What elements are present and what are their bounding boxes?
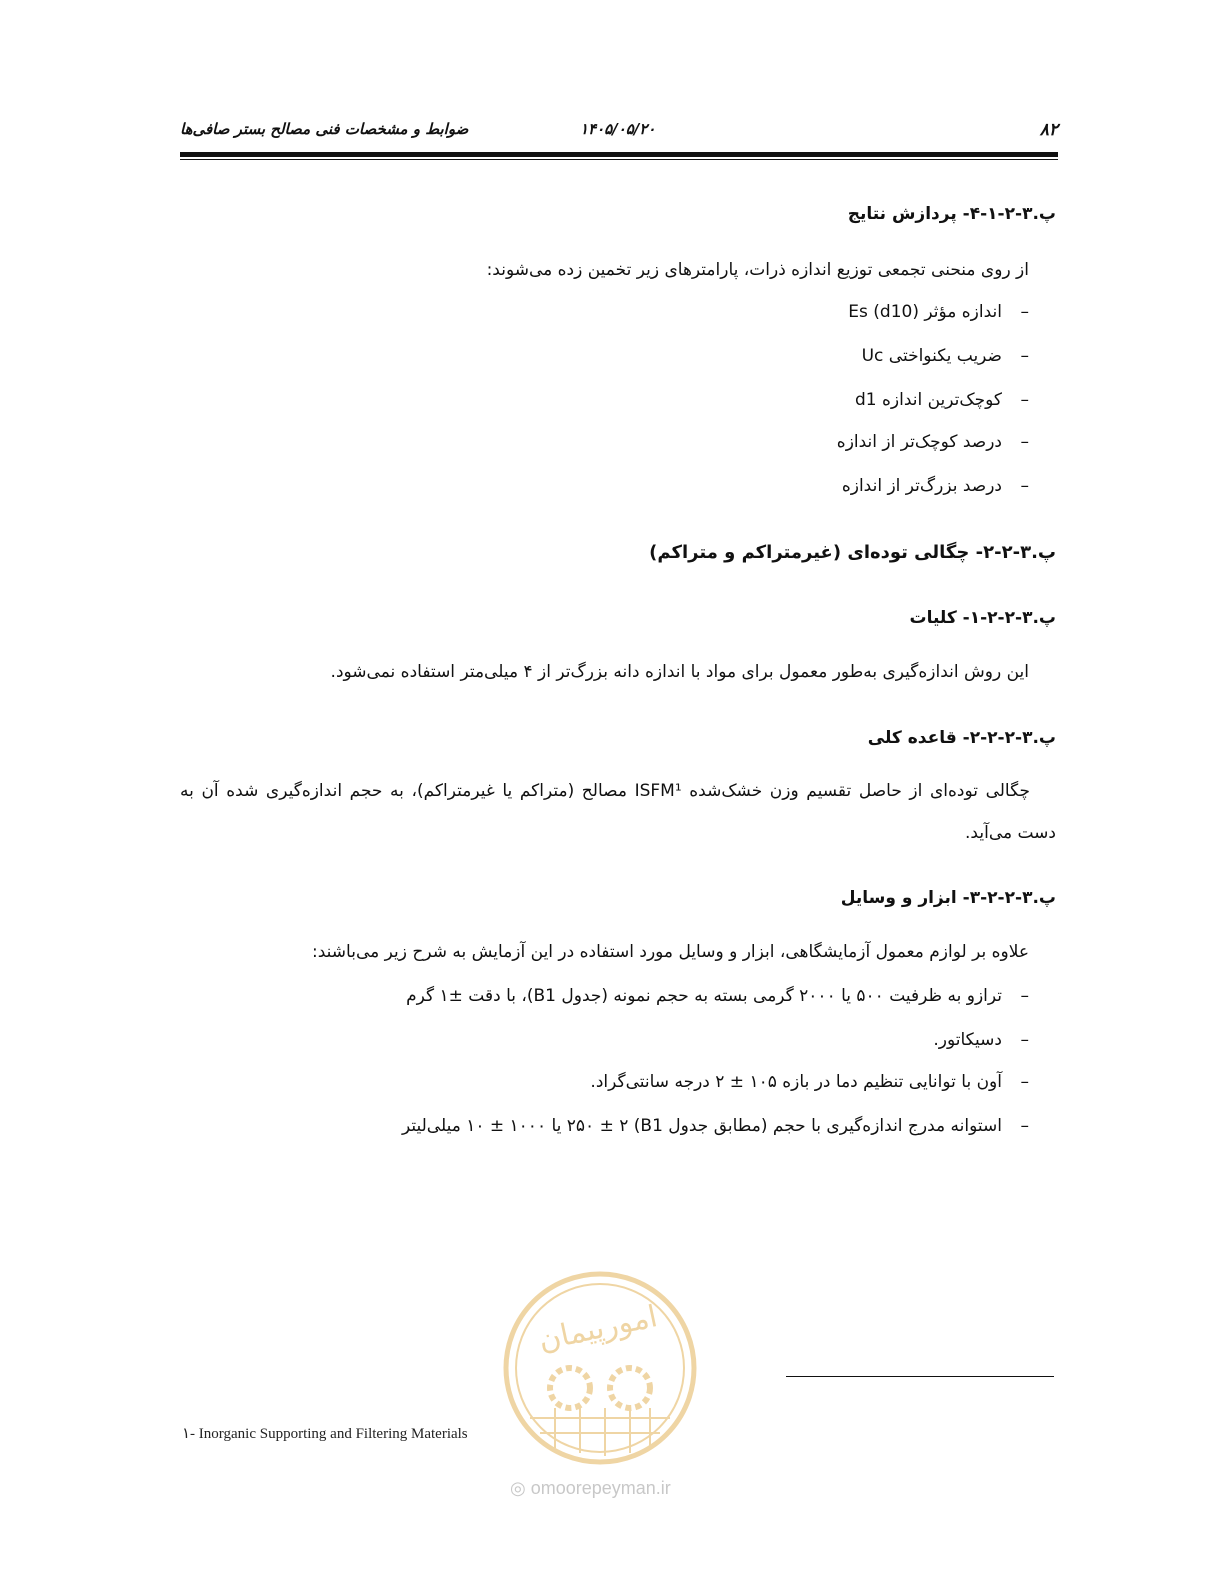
heading-general: پ.۳-۲-۲-۱- کلیات bbox=[909, 608, 1056, 628]
svg-text:امورپیمان: امورپیمان bbox=[535, 1299, 661, 1359]
results-item: درصد بزرگ‌تر از اندازه bbox=[841, 476, 1002, 496]
bullet-dash: – bbox=[1020, 432, 1029, 452]
footnote-rule bbox=[786, 1376, 1054, 1377]
tools-item: آون با توانایی تنظیم دما در بازه ۱۰۵ ± ۲ درجه سانتی‌گراد. bbox=[590, 1072, 1002, 1092]
results-item: اندازه مؤثر (Es (d10 bbox=[848, 302, 1002, 322]
results-item: کوچک‌ترین اندازه d1 bbox=[854, 390, 1002, 410]
heading-results: پ.۳-۲-۱-۴- پردازش نتایج bbox=[847, 204, 1056, 224]
bullet-dash: – bbox=[1020, 986, 1029, 1006]
watermark-globe-icon: ◎ bbox=[510, 1478, 526, 1498]
tools-item: دسیکاتور. bbox=[933, 1030, 1002, 1050]
header-rule-thick bbox=[180, 152, 1058, 157]
bullet-dash: – bbox=[1020, 1030, 1029, 1050]
bullet-dash: – bbox=[1020, 390, 1029, 410]
bullet-dash: – bbox=[1020, 1116, 1029, 1136]
bullet-dash: – bbox=[1020, 302, 1029, 322]
rule-text: چگالی توده‌ای از حاصل تقسیم وزن خشک‌شده ISFM¹ مصالح (متراکم یا غیرمتراکم)، به حجم اندازه‌گیری شده آن به دست می‌آید. bbox=[180, 781, 1056, 843]
bullet-dash: – bbox=[1020, 1072, 1029, 1092]
heading-rule: پ.۳-۲-۲-۲- قاعده کلی bbox=[867, 728, 1056, 748]
header-rule-thin bbox=[180, 159, 1058, 160]
page-header bbox=[180, 118, 1058, 148]
bullet-dash: – bbox=[1020, 346, 1029, 366]
footnote: ۱- Inorganic Supporting and Filtering Materials bbox=[182, 1426, 468, 1442]
tools-intro: علاوه بر لوازم معمول آزمایشگاهی، ابزار و وسایل مورد استفاده در این آزمایش به شرح زیر می‌باشند: bbox=[312, 942, 1029, 962]
general-text: این روش اندازه‌گیری به‌طور معمول برای مواد با اندازه دانه بزرگ‌تر از ۴ میلی‌متر استفاده نمی‌شود. bbox=[330, 662, 1029, 682]
tools-item: ترازو به ظرفیت ۵۰۰ یا ۲۰۰۰ گرمی بسته به حجم نمونه (جدول B1)، با دقت ±۱ گرم bbox=[406, 986, 1002, 1006]
tools-item: استوانه مدرج اندازه‌گیری با حجم (مطابق جدول B1) ۲۵۰ ± ۲ یا ۱۰۰۰ ± ۱۰ میلی‌لیتر bbox=[401, 1116, 1002, 1136]
stamp-logo-icon bbox=[500, 1268, 700, 1468]
header-date: ۱۴۰۵/۰۵/۲۰ bbox=[580, 120, 656, 138]
watermark-text bbox=[510, 1478, 671, 1499]
page-number: ۸۲ bbox=[1039, 120, 1058, 140]
bullet-dash: – bbox=[1020, 476, 1029, 496]
header-title: ضوابط و مشخصات فنی مصالح بستر صافی‌ها bbox=[180, 120, 469, 138]
watermark-label: omoorepeyman.ir bbox=[530, 1478, 671, 1498]
results-intro: از روی منحنی تجمعی توزیع اندازه ذرات، پارامترهای زیر تخمین زده می‌شوند: bbox=[486, 260, 1029, 280]
heading-tools: پ.۳-۲-۲-۳- ابزار و وسایل bbox=[840, 888, 1056, 908]
results-item: درصد کوچک‌تر از اندازه bbox=[836, 432, 1002, 452]
results-item: ضریب یکنواختی Uc bbox=[861, 346, 1002, 366]
heading-density: پ.۳-۲-۲- چگالی توده‌ای (غیرمتراکم و متراکم) bbox=[649, 542, 1056, 563]
